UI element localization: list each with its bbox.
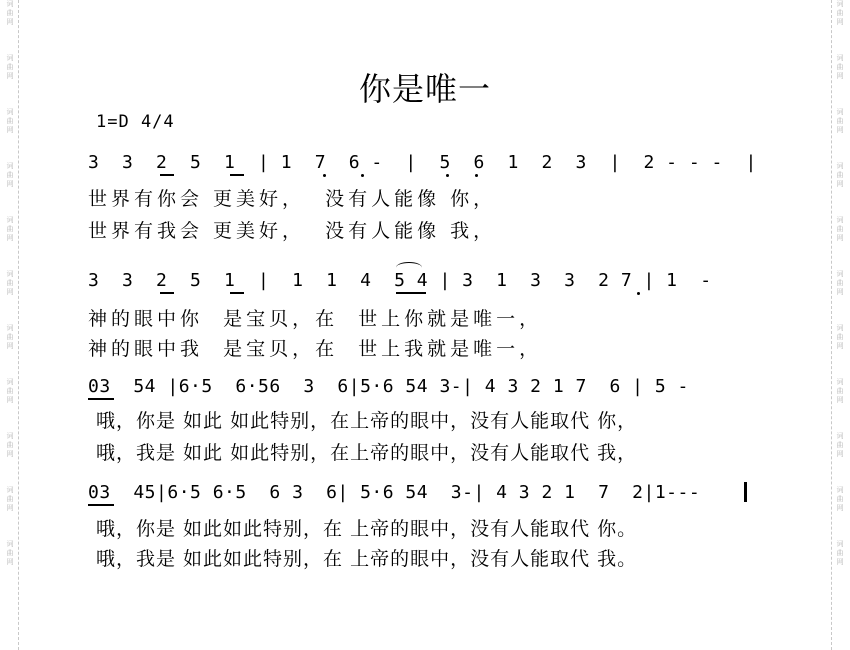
lyric-line-3b: 哦，我是 如此 如此特别，在上帝的眼中，没有人能取代 我， (96, 442, 638, 464)
beam-mark (230, 174, 244, 176)
watermark-left: 词 曲 网 词 曲 网 词 曲 网 词 曲 网 词 曲 网 词 曲 网 词 曲 网 词 曲 网 词 曲 网 词 曲 网 词 曲 网 (2, 0, 19, 650)
final-barline (744, 482, 747, 502)
beam-mark (88, 504, 114, 506)
beam-mark (160, 292, 174, 294)
octave-dot (361, 174, 364, 177)
slur-mark (396, 262, 422, 273)
lyric-line-2a: 神的眼中你 是宝贝，在 世上你就是唯一， (88, 308, 543, 330)
key-signature: 1=D 4/4 (96, 112, 175, 132)
beam-mark (160, 174, 174, 176)
notation-line-3: 03 54 |6·5 6·56 3 6|5·6 54 3-| 4 3 2 1 7 6 | 5 - (88, 376, 689, 397)
beam-mark (396, 292, 426, 294)
lyric-line-4a: 哦，你是 如此如此特别，在 上帝的眼中，没有人能取代 你。 (96, 518, 638, 540)
notation-line-1: 3 3 2 5 1 | 1 7 6 - | 5 6 1 2 3 | 2 - - - | (88, 152, 757, 173)
lyric-line-1b: 世界有我会 更美好， 没有人能像 我， (88, 220, 497, 242)
octave-dot (637, 292, 640, 295)
beam-mark (88, 398, 114, 400)
lyric-line-3a: 哦，你是 如此 如此特别，在上帝的眼中，没有人能取代 你， (96, 410, 638, 432)
lyric-line-1a: 世界有你会 更美好， 没有人能像 你， (88, 188, 497, 210)
octave-dot (475, 174, 478, 177)
octave-dot (323, 174, 326, 177)
octave-dot (446, 174, 449, 177)
beam-mark (230, 292, 244, 294)
lyric-line-4b: 哦，我是 如此如此特别，在 上帝的眼中，没有人能取代 我。 (96, 548, 638, 570)
notation-line-2: 3 3 2 5 1 | 1 1 4 5 4 | 3 1 3 3 2 7 | 1 - (88, 270, 712, 291)
watermark-right: 词 曲 网 词 曲 网 词 曲 网 词 曲 网 词 曲 网 词 曲 网 词 曲 网 词 曲 网 词 曲 网 词 曲 网 词 曲 网 (831, 0, 848, 650)
lyric-line-2b: 神的眼中我 是宝贝，在 世上我就是唯一， (88, 338, 543, 360)
notation-line-4: 03 45|6·5 6·5 6 3 6| 5·6 54 3-| 4 3 2 1 7 2|1--- (88, 482, 701, 503)
song-title: 你是唯一 (358, 70, 491, 108)
